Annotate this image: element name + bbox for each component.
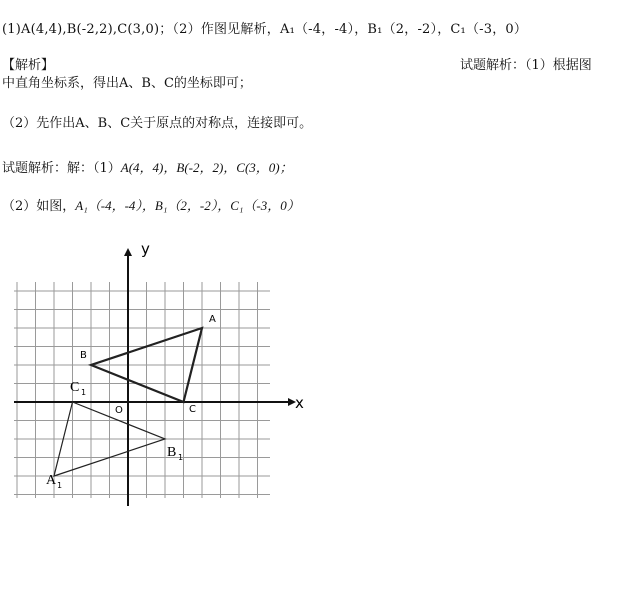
point-b1-letter: B [167, 445, 177, 460]
y-axis-label: y [141, 240, 150, 258]
point-a1-subscript: 1 [57, 481, 63, 490]
point-a1-letter: A [46, 473, 57, 488]
point-c1-subscript: 1 [81, 388, 87, 397]
analysis-right-text: 试题解析：（1）根据图 [460, 58, 592, 73]
point-b1-subscript: 1 [178, 453, 184, 462]
point-a-label: A [209, 314, 216, 325]
point-b1-label [167, 445, 183, 462]
y-axis-arrow [124, 248, 132, 256]
point-c1-letter: C [70, 380, 80, 395]
point-b-label: B [80, 350, 87, 361]
point-c-label: C [189, 404, 196, 415]
solution-line-1 [2, 160, 293, 177]
answer-line: (1)A(4,4),B(-2,2),C(3,0)；（2）作图见解析，A₁（-4，-4），B₁（2，-2），C₁（-3，0） [2, 22, 528, 37]
point-c1-label [70, 380, 86, 397]
solution-line-2 [2, 198, 300, 215]
solution-2-prefix: （2）如图， [2, 199, 76, 214]
x-axis-label: x [295, 394, 304, 412]
origin-label: O [115, 405, 123, 416]
grid [14, 282, 270, 498]
coordinate-method-line: 中直角坐标系，得出A、B、C的坐标即可； [2, 76, 252, 91]
coordinate-figure [0, 236, 330, 506]
solution-prefix: 试题解析：解：（1） [2, 161, 121, 176]
step2-method-line: （2）先作出A、B、C关于原点的对称点，连接即可。 [2, 116, 313, 131]
solution-coords: A(4，4)，B(-2，2)，C(3，0)； [120, 160, 293, 175]
analysis-header: 【解析】 [2, 58, 55, 73]
solution-2-coords: A₁（-4，-4），B₁（2，-2），C₁（-3，0） [75, 198, 300, 213]
